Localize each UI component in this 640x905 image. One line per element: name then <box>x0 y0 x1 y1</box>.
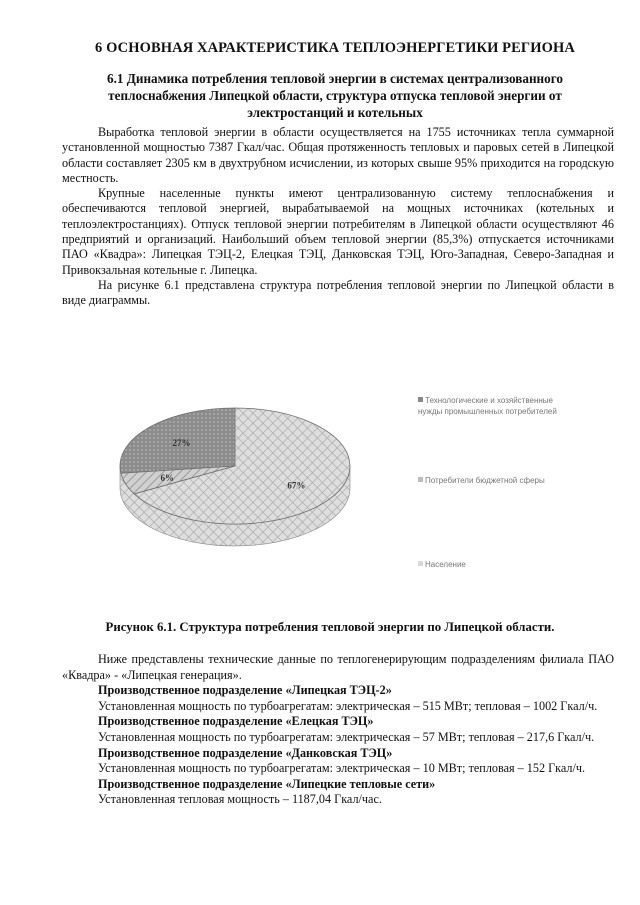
subdivision-text: Установленная мощность по турбоагрегатам: электрическая – 10 МВт; тепловая – 152 Гкал/ч. <box>98 761 586 776</box>
subdivision-text: Установленная мощность по турбоагрегатам: электрическая – 515 МВт; тепловая – 1002 Гкал/ч. <box>98 698 598 713</box>
pie-chart-svg <box>60 388 420 588</box>
legend-swatch <box>418 397 423 402</box>
legend-item-budget <box>418 476 568 487</box>
subdivision-title: Производственное подразделение «Липецкие тепловые сети» <box>98 776 436 791</box>
section-heading: 6 ОСНОВНАЯ ХАРАКТЕРИСТИКА ТЕПЛОЭНЕРГЕТИКИ РЕГИОНА <box>95 40 575 56</box>
paragraph: Выработка тепловой энергии в области осуществляется на 1755 источниках тепла суммарной установленной мощностью 7387 Гкал/час. Общая протяженность тепловых и паровых сетей в Липецкой области составляет 2305 км в двухтрубном исчислении, из которых свыше 95% приходится на городскую местность. <box>62 125 614 185</box>
intro-text <box>62 125 614 309</box>
pie-data-label: 6% <box>160 473 174 484</box>
paragraph: Крупные населенные пункты имеют централизованную систему теплоснабжения и обеспечиваются тепловой энергией, вырабатываемой на мощных источниках (котельных и теплоэлектростанциях). Отпуск тепловой энергии потребителям в Липецкой области осуществляют 46 предприятий и организаций. Наибольший объем тепловой энергии (85,3%) отпускается источниками ПАО «Квадра»: Липецкая ТЭЦ-2, Елецкая ТЭЦ, Данковская ТЭЦ, Юго-Западная, Северо-Западная и Привокзальная котельные г. Липецка. <box>62 186 614 277</box>
paragraph: Ниже представлены технические данные по теплогенерирующим подразделениям филиала ПАО «Квадра» - «Липецкая генерация». <box>62 652 614 682</box>
subsection-heading: 6.1 Динамика потребления тепловой энергии в системах централизованного теплоснабжения Липецкой области, структура отпуска тепловой энергии от электростанций и котельных <box>107 71 563 120</box>
legend-item-population <box>418 560 568 571</box>
subdivision-text: Установленная мощность по турбоагрегатам: электрическая – 57 МВт; тепловая – 217,6 Гкал/ч. <box>98 729 595 744</box>
pie-data-label: 67% <box>287 480 306 491</box>
generation-details <box>62 652 614 808</box>
legend-label: Потребители бюджетной сферы <box>425 476 545 485</box>
legend-swatch <box>418 561 423 566</box>
figure-caption: Рисунок 6.1. Структура потребления тепловой энергии по Липецкой области. <box>105 620 555 634</box>
subdivision-title: Производственное подразделение «Данковская ТЭЦ» <box>98 745 393 760</box>
legend-label: Население <box>425 560 466 569</box>
subdivision-text: Установленная тепловая мощность – 1187,04 Гкал/час. <box>98 792 382 807</box>
legend-label: Технологические и хозяйственные нужды промышленных потребителей <box>418 396 557 416</box>
legend-item-industry <box>418 396 568 417</box>
subdivision-title: Производственное подразделение «Елецкая ТЭЦ» <box>98 714 374 729</box>
paragraph: На рисунке 6.1 представлена структура потребления тепловой энергии по Липецкой области в виде диаграммы. <box>62 277 614 308</box>
legend-swatch <box>418 477 423 482</box>
pie-chart <box>60 388 620 588</box>
pie-data-label: 27% <box>172 438 191 449</box>
subdivision-title: Производственное подразделение «Липецкая ТЭЦ-2» <box>98 683 392 698</box>
